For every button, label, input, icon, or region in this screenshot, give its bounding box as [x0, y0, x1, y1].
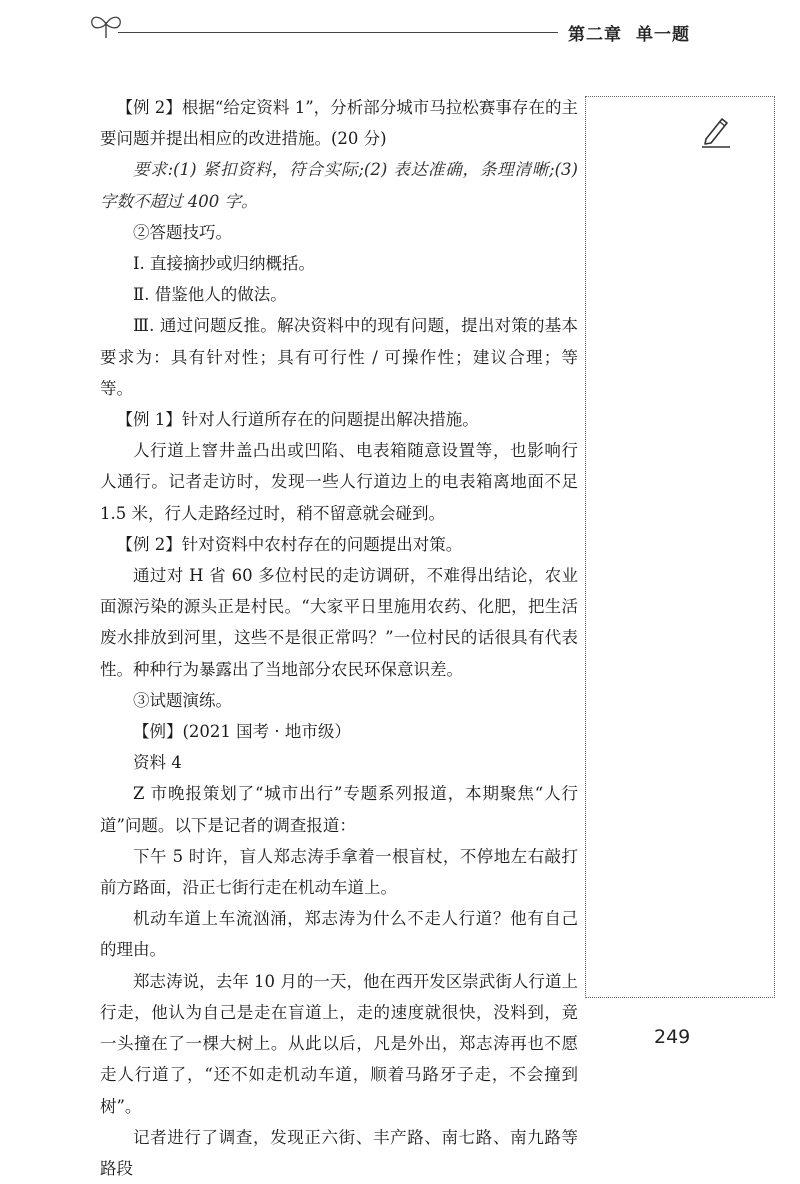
page-number: 249	[654, 1026, 691, 1048]
pencil-icon	[698, 113, 734, 149]
paragraph: 资料 4	[133, 753, 182, 773]
paragraph: Ⅲ. 通过问题反推。解决资料中的现有问题，提出对策的基本要求为：具有针对性；具有可行性 / 可操作性；建议合理；等等。	[100, 316, 578, 398]
chapter-title	[568, 20, 690, 45]
section-label: 单一题	[636, 25, 690, 45]
body-text	[100, 92, 578, 1184]
paragraph: Ⅱ. 借鉴他人的做法。	[133, 285, 287, 305]
header-rule	[118, 32, 558, 33]
paragraph: 【例 2】根据“给定资料 1”，分析部分城市马拉松赛事存在的主要问题并提出相应的改进措施。(20 分)	[100, 98, 578, 149]
paragraph: 通过对 H 省 60 多位村民的走访调研，不难得出结论，农业面源污染的源头正是村民。“大家平日里施用农药、化肥，把生活废水排放到河里，这些不是很正常吗？”一位村民的话很具有代表性。种种行为暴露出了当地部分农民环保意识差。	[100, 566, 578, 679]
notes-box	[585, 96, 775, 998]
paragraph: 人行道上窨井盖凸出或凹陷、电表箱随意设置等，也影响行人通行。记者走访时，发现一些人行道边上的电表箱离地面不足 1.5 米，行人走路经过时，稍不留意就会碰到。	[100, 441, 578, 523]
paragraph: 【例】(2021 国考 · 地市级）	[133, 722, 351, 742]
paragraph: 机动车道上车流汹涌，郑志涛为什么不走人行道？他有自己的理由。	[100, 909, 578, 960]
page-header	[0, 0, 800, 60]
paragraph: 郑志涛说，去年 10 月的一天，他在西开发区崇武街人行道上行走，他认为自己是走在盲道上，走的速度就很快，没料到，竟一头撞在了一棵大树上。从此以后，凡是外出，郑志涛再也不愿走人行道了，“还不如走机动车道，顺着马路牙子走，不会撞到树”。	[100, 971, 578, 1116]
paragraph: 【例 1】针对人行道所存在的问题提出解决措施。	[116, 410, 479, 430]
paragraph: 要求:(1) 紧扣资料，符合实际;(2) 表达准确，条理清晰;(3) 字数不超过 400 字。	[100, 160, 578, 211]
paragraph: 记者进行了调查，发现正六街、丰产路、南七路、南九路等路段	[100, 1127, 578, 1178]
paragraph: ②答题技巧。	[133, 222, 232, 242]
paragraph: Z 市晚报策划了“城市出行”专题系列报道，本期聚焦“人行道”问题。以下是记者的调查报道：	[100, 784, 578, 835]
chapter-label: 第二章	[568, 25, 622, 45]
paragraph: Ⅰ. 直接摘抄或归纳概括。	[133, 254, 316, 274]
paragraph: ③试题演练。	[133, 690, 232, 710]
sprout-icon	[86, 12, 126, 40]
paragraph: 下午 5 时许，盲人郑志涛手拿着一根盲杖，不停地左右敲打前方路面，沿正七街行走在机动车道上。	[100, 846, 578, 898]
paragraph: 【例 2】针对资料中农村存在的问题提出对策。	[116, 534, 463, 554]
